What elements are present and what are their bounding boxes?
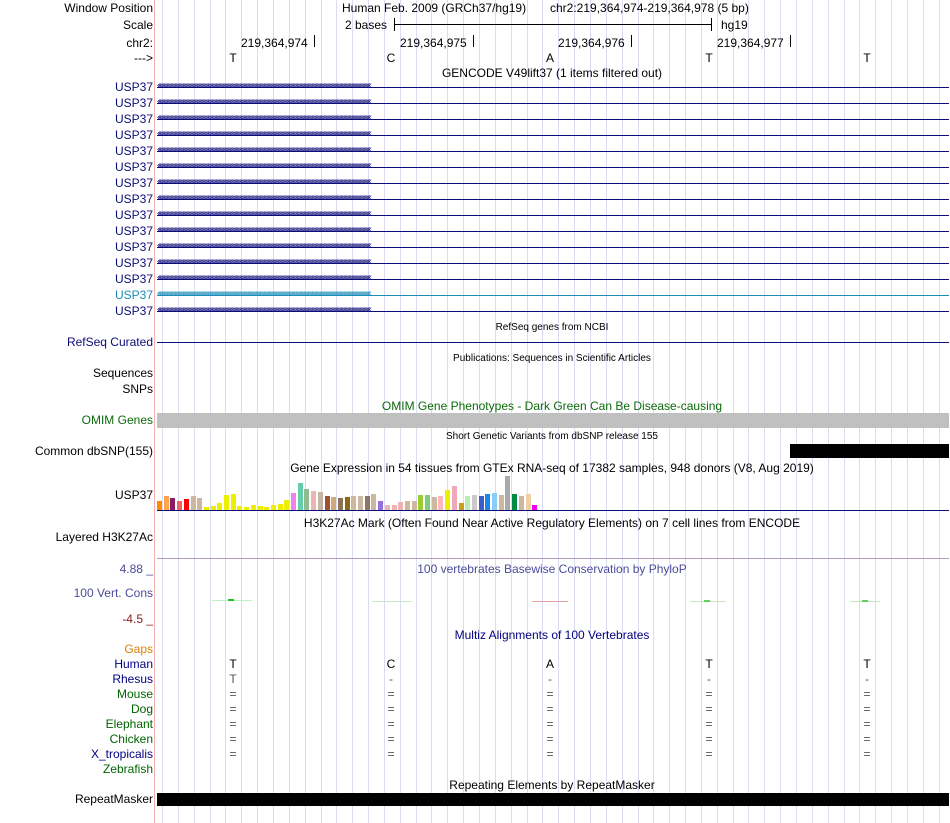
gtex-tissue-bar[interactable]: [318, 492, 323, 510]
alignment-base: =: [705, 717, 713, 731]
gtex-tissue-bar[interactable]: [365, 496, 370, 510]
dbsnp-label[interactable]: Common dbSNP(155): [34, 444, 153, 458]
grid-line: [257, 0, 258, 823]
coord-tick: [790, 35, 791, 47]
alignment-base: =: [546, 702, 554, 716]
gencode-gene-label[interactable]: USP37: [114, 144, 153, 158]
gencode-gene-label[interactable]: USP37: [114, 256, 153, 270]
scale-value: 2 bases: [345, 18, 388, 32]
repeatmasker-block[interactable]: [157, 793, 949, 806]
gtex-tissue-bar[interactable]: [459, 503, 464, 510]
strand-arrows-icon: ‹‹‹‹‹‹‹‹‹‹‹‹‹‹‹‹‹‹‹‹‹‹‹‹‹‹‹‹‹‹‹‹‹‹‹‹‹‹‹‹‹‹‹‹‹‹‹‹‹‹‹‹‹‹‹‹‹‹‹‹‹‹‹‹‹‹‹‹‹‹‹‹‹‹‹‹‹‹‹‹‹‹‹‹‹‹‹‹‹‹‹‹‹‹‹‹‹‹‹‹‹‹‹‹‹‹‹‹‹‹‹‹‹‹‹‹‹‹‹‹‹‹‹‹‹‹‹‹‹‹‹‹‹‹‹‹‹‹‹‹‹‹‹‹‹‹‹‹‹‹‹‹‹‹‹‹‹‹‹‹: [157, 275, 370, 283]
gencode-transcript[interactable]: [157, 307, 949, 315]
multiz-species-label[interactable]: Zebrafish: [102, 762, 153, 776]
strand-arrows-icon: ‹‹‹‹‹‹‹‹‹‹‹‹‹‹‹‹‹‹‹‹‹‹‹‹‹‹‹‹‹‹‹‹‹‹‹‹‹‹‹‹‹‹‹‹‹‹‹‹‹‹‹‹‹‹‹‹‹‹‹‹‹‹‹‹‹‹‹‹‹‹‹‹‹‹‹‹‹‹‹‹‹‹‹‹‹‹‹‹‹‹‹‹‹‹‹‹‹‹‹‹‹‹‹‹‹‹‹‹‹‹‹‹‹‹‹‹‹‹‹‹‹‹‹‹‹‹‹‹‹‹‹‹‹‹‹‹‹‹‹‹‹‹‹‹‹‹‹‹‹‹‹‹‹‹‹‹‹‹‹‹: [157, 291, 370, 299]
coord-tick: [631, 35, 632, 47]
phylop-track-title[interactable]: 100 vertebrates Basewise Conservation by PhyloP: [417, 562, 687, 576]
gencode-transcript[interactable]: [157, 275, 949, 283]
multiz-gaps-label[interactable]: Gaps: [124, 642, 153, 656]
gtex-tissue-bar[interactable]: [418, 495, 423, 510]
gtex-tissue-bar[interactable]: [499, 495, 504, 510]
scale-db: hg19: [721, 18, 748, 32]
gtex-tissue-bar[interactable]: [425, 495, 430, 510]
h3k27ac-label[interactable]: Layered H3K27Ac: [55, 530, 153, 544]
grid-line: [733, 0, 734, 823]
strand-arrows-icon: ‹‹‹‹‹‹‹‹‹‹‹‹‹‹‹‹‹‹‹‹‹‹‹‹‹‹‹‹‹‹‹‹‹‹‹‹‹‹‹‹‹‹‹‹‹‹‹‹‹‹‹‹‹‹‹‹‹‹‹‹‹‹‹‹‹‹‹‹‹‹‹‹‹‹‹‹‹‹‹‹‹‹‹‹‹‹‹‹‹‹‹‹‹‹‹‹‹‹‹‹‹‹‹‹‹‹‹‹‹‹‹‹‹‹‹‹‹‹‹‹‹‹‹‹‹‹‹‹‹‹‹‹‹‹‹‹‹‹‹‹‹‹‹‹‹‹‹‹‹‹‹‹‹‹‹‹‹‹‹‹: [157, 307, 370, 315]
alignment-base: =: [863, 732, 871, 746]
gencode-transcript[interactable]: [157, 195, 949, 203]
strand-arrows-icon: ‹‹‹‹‹‹‹‹‹‹‹‹‹‹‹‹‹‹‹‹‹‹‹‹‹‹‹‹‹‹‹‹‹‹‹‹‹‹‹‹‹‹‹‹‹‹‹‹‹‹‹‹‹‹‹‹‹‹‹‹‹‹‹‹‹‹‹‹‹‹‹‹‹‹‹‹‹‹‹‹‹‹‹‹‹‹‹‹‹‹‹‹‹‹‹‹‹‹‹‹‹‹‹‹‹‹‹‹‹‹‹‹‹‹‹‹‹‹‹‹‹‹‹‹‹‹‹‹‹‹‹‹‹‹‹‹‹‹‹‹‹‹‹‹‹‹‹‹‹‹‹‹‹‹‹‹‹‹‹‹: [157, 243, 370, 251]
alignment-base: =: [546, 732, 554, 746]
dbsnp-variant-block[interactable]: [790, 444, 949, 458]
gtex-tissue-bar[interactable]: [512, 494, 517, 510]
grid-line: [352, 0, 353, 823]
alignment-base: =: [229, 702, 237, 716]
alignment-base: =: [863, 702, 871, 716]
alignment-base: A: [545, 657, 555, 671]
position-readout: chr2:219,364,974-219,364,978 (5 bp): [550, 1, 749, 15]
scale-bar: [394, 24, 712, 25]
gtex-tissue-bar[interactable]: [311, 491, 316, 510]
strand-arrows-icon: ‹‹‹‹‹‹‹‹‹‹‹‹‹‹‹‹‹‹‹‹‹‹‹‹‹‹‹‹‹‹‹‹‹‹‹‹‹‹‹‹‹‹‹‹‹‹‹‹‹‹‹‹‹‹‹‹‹‹‹‹‹‹‹‹‹‹‹‹‹‹‹‹‹‹‹‹‹‹‹‹‹‹‹‹‹‹‹‹‹‹‹‹‹‹‹‹‹‹‹‹‹‹‹‹‹‹‹‹‹‹‹‹‹‹‹‹‹‹‹‹‹‹‹‹‹‹‹‹‹‹‹‹‹‹‹‹‹‹‹‹‹‹‹‹‹‹‹‹‹‹‹‹‹‹‹‹‹‹‹‹: [157, 147, 370, 155]
alignment-base: =: [229, 732, 237, 746]
grid-line: [875, 0, 876, 823]
strand-label: --->: [134, 51, 153, 65]
alignment-base: -: [389, 672, 393, 686]
coord-label: 219,364,977: [717, 36, 784, 50]
gencode-gene-label[interactable]: USP37: [114, 208, 153, 222]
scale-label: Scale: [122, 18, 153, 32]
gencode-gene-label[interactable]: USP37: [114, 160, 153, 174]
strand-arrows-icon: ‹‹‹‹‹‹‹‹‹‹‹‹‹‹‹‹‹‹‹‹‹‹‹‹‹‹‹‹‹‹‹‹‹‹‹‹‹‹‹‹‹‹‹‹‹‹‹‹‹‹‹‹‹‹‹‹‹‹‹‹‹‹‹‹‹‹‹‹‹‹‹‹‹‹‹‹‹‹‹‹‹‹‹‹‹‹‹‹‹‹‹‹‹‹‹‹‹‹‹‹‹‹‹‹‹‹‹‹‹‹‹‹‹‹‹‹‹‹‹‹‹‹‹‹‹‹‹‹‹‹‹‹‹‹‹‹‹‹‹‹‹‹‹‹‹‹‹‹‹‹‹‹‹‹‹‹‹‹‹‹: [157, 163, 370, 171]
gtex-track-title[interactable]: Gene Expression in 54 tissues from GTEx RNA-seq of 17382 samples, 948 donors (V8, Aug 2019): [290, 461, 814, 475]
coord-label: 219,364,976: [558, 36, 625, 50]
publications-snps-label[interactable]: SNPs: [122, 382, 153, 396]
gtex-tissue-bar[interactable]: [291, 493, 296, 510]
refseq-gene-line[interactable]: [157, 342, 949, 343]
alignment-base: =: [387, 687, 395, 701]
phylop-min-label: -4.5 _: [122, 612, 153, 626]
omim-track-title[interactable]: OMIM Gene Phenotypes - Dark Green Can Be Disease-causing: [381, 399, 723, 413]
alignment-base: T: [229, 672, 237, 686]
gtex-tissue-bar[interactable]: [170, 498, 175, 510]
strand-arrows-icon: ‹‹‹‹‹‹‹‹‹‹‹‹‹‹‹‹‹‹‹‹‹‹‹‹‹‹‹‹‹‹‹‹‹‹‹‹‹‹‹‹‹‹‹‹‹‹‹‹‹‹‹‹‹‹‹‹‹‹‹‹‹‹‹‹‹‹‹‹‹‹‹‹‹‹‹‹‹‹‹‹‹‹‹‹‹‹‹‹‹‹‹‹‹‹‹‹‹‹‹‹‹‹‹‹‹‹‹‹‹‹‹‹‹‹‹‹‹‹‹‹‹‹‹‹‹‹‹‹‹‹‹‹‹‹‹‹‹‹‹‹‹‹‹‹‹‹‹‹‹‹‹‹‹‹‹‹‹‹‹‹: [157, 179, 370, 187]
dbsnp-track-title[interactable]: Short Genetic Variants from dbSNP release 155: [446, 431, 658, 442]
track-label-divider: [154, 0, 155, 823]
alignment-base: =: [229, 687, 237, 701]
strand-arrows-icon: ‹‹‹‹‹‹‹‹‹‹‹‹‹‹‹‹‹‹‹‹‹‹‹‹‹‹‹‹‹‹‹‹‹‹‹‹‹‹‹‹‹‹‹‹‹‹‹‹‹‹‹‹‹‹‹‹‹‹‹‹‹‹‹‹‹‹‹‹‹‹‹‹‹‹‹‹‹‹‹‹‹‹‹‹‹‹‹‹‹‹‹‹‹‹‹‹‹‹‹‹‹‹‹‹‹‹‹‹‹‹‹‹‹‹‹‹‹‹‹‹‹‹‹‹‹‹‹‹‹‹‹‹‹‹‹‹‹‹‹‹‹‹‹‹‹‹‹‹‹‹‹‹‹‹‹‹‹‹‹‹: [157, 227, 370, 235]
grid-line: [796, 0, 797, 823]
gtex-tissue-bar[interactable]: [284, 500, 289, 510]
phylop-score: [704, 600, 710, 602]
gtex-tissue-bar[interactable]: [304, 489, 309, 510]
gencode-gene-label[interactable]: USP37: [114, 128, 153, 142]
gencode-transcript[interactable]: [157, 179, 949, 187]
gencode-transcript[interactable]: [157, 83, 949, 91]
base: C: [386, 51, 396, 65]
gtex-tissue-bar[interactable]: [452, 486, 457, 510]
gtex-tissue-bar[interactable]: [358, 496, 363, 510]
publications-sequences-label[interactable]: Sequences: [92, 366, 153, 380]
gtex-tissue-bar[interactable]: [485, 494, 490, 510]
gencode-gene-label[interactable]: USP37: [114, 224, 153, 238]
gtex-tissue-bar[interactable]: [405, 501, 410, 510]
gencode-gene-label[interactable]: USP37: [114, 112, 153, 126]
gtex-gene-label[interactable]: USP37: [114, 488, 153, 502]
gencode-transcript[interactable]: [157, 211, 949, 219]
multiz-species-label[interactable]: Elephant: [105, 717, 153, 731]
grid-line: [939, 0, 940, 823]
strand-arrows-icon: ‹‹‹‹‹‹‹‹‹‹‹‹‹‹‹‹‹‹‹‹‹‹‹‹‹‹‹‹‹‹‹‹‹‹‹‹‹‹‹‹‹‹‹‹‹‹‹‹‹‹‹‹‹‹‹‹‹‹‹‹‹‹‹‹‹‹‹‹‹‹‹‹‹‹‹‹‹‹‹‹‹‹‹‹‹‹‹‹‹‹‹‹‹‹‹‹‹‹‹‹‹‹‹‹‹‹‹‹‹‹‹‹‹‹‹‹‹‹‹‹‹‹‹‹‹‹‹‹‹‹‹‹‹‹‹‹‹‹‹‹‹‹‹‹‹‹‹‹‹‹‹‹‹‹‹‹‹‹‹‹: [157, 211, 370, 219]
alignment-base: T: [705, 657, 713, 671]
gtex-tissue-bar[interactable]: [197, 498, 202, 510]
gencode-gene-label[interactable]: USP37: [114, 240, 153, 254]
gencode-gene-label[interactable]: USP37: [114, 176, 153, 190]
multiz-species-label[interactable]: Chicken: [109, 732, 153, 746]
gtex-tissue-bar[interactable]: [191, 496, 196, 510]
alignment-base: -: [865, 672, 869, 686]
gtex-tissue-bar[interactable]: [231, 494, 236, 510]
h3k27ac-baseline: [157, 558, 949, 559]
gtex-tissue-bar[interactable]: [412, 501, 417, 510]
grid-line: [828, 0, 829, 823]
grid-line: [923, 0, 924, 823]
grid-line: [241, 0, 242, 823]
alignment-base: =: [863, 687, 871, 701]
window-position-label: Window Position: [64, 1, 153, 15]
gtex-bar-chart[interactable]: [157, 476, 557, 510]
alignment-base: =: [863, 717, 871, 731]
strand-arrows-icon: ‹‹‹‹‹‹‹‹‹‹‹‹‹‹‹‹‹‹‹‹‹‹‹‹‹‹‹‹‹‹‹‹‹‹‹‹‹‹‹‹‹‹‹‹‹‹‹‹‹‹‹‹‹‹‹‹‹‹‹‹‹‹‹‹‹‹‹‹‹‹‹‹‹‹‹‹‹‹‹‹‹‹‹‹‹‹‹‹‹‹‹‹‹‹‹‹‹‹‹‹‹‹‹‹‹‹‹‹‹‹‹‹‹‹‹‹‹‹‹‹‹‹‹‹‹‹‹‹‹‹‹‹‹‹‹‹‹‹‹‹‹‹‹‹‹‹‹‹‹‹‹‹‹‹‹‹‹‹‹‹: [157, 115, 370, 123]
grid-line: [891, 0, 892, 823]
gencode-gene-label[interactable]: USP37: [114, 96, 153, 110]
gtex-tissue-bar[interactable]: [479, 496, 484, 510]
gtex-tissue-bar[interactable]: [164, 496, 169, 510]
alignment-base: =: [863, 747, 871, 761]
grid-line: [859, 0, 860, 823]
gencode-transcript[interactable]: [157, 99, 949, 107]
alignment-base: =: [705, 747, 713, 761]
omim-label[interactable]: OMIM Genes: [81, 413, 153, 427]
grid-line: [812, 0, 813, 823]
coord-tick: [473, 35, 474, 47]
alignment-base: =: [387, 747, 395, 761]
gtex-tissue-bar[interactable]: [398, 502, 403, 510]
gencode-gene-label[interactable]: USP37: [114, 304, 153, 318]
h3k27ac-track-title[interactable]: H3K27Ac Mark (Often Found Near Active Regulatory Elements) on 7 cell lines from ENCODE: [303, 516, 801, 530]
gtex-tissue-bar[interactable]: [371, 494, 376, 510]
alignment-base: =: [546, 687, 554, 701]
base: A: [545, 51, 555, 65]
gencode-gene-label[interactable]: USP37: [114, 80, 153, 94]
alignment-base: =: [229, 717, 237, 731]
alignment-base: -: [707, 672, 711, 686]
gtex-tissue-bar[interactable]: [224, 495, 229, 510]
repeatmasker-track-title[interactable]: Repeating Elements by RepeatMasker: [449, 778, 655, 792]
chrom-label: chr2:: [126, 36, 153, 50]
scale-bar-left-tick: [394, 18, 395, 31]
alignment-base: =: [705, 702, 713, 716]
gencode-transcript[interactable]: [157, 163, 949, 171]
scale-bar-right-tick: [711, 18, 712, 31]
grid-line: [305, 0, 306, 823]
grid-line: [289, 0, 290, 823]
repeatmasker-label[interactable]: RepeatMasker: [74, 792, 153, 806]
omim-gene-bar[interactable]: [157, 413, 949, 428]
alignment-base: =: [229, 747, 237, 761]
grid-line: [162, 0, 163, 823]
gtex-tissue-bar[interactable]: [345, 497, 350, 510]
strand-arrows-icon: ‹‹‹‹‹‹‹‹‹‹‹‹‹‹‹‹‹‹‹‹‹‹‹‹‹‹‹‹‹‹‹‹‹‹‹‹‹‹‹‹‹‹‹‹‹‹‹‹‹‹‹‹‹‹‹‹‹‹‹‹‹‹‹‹‹‹‹‹‹‹‹‹‹‹‹‹‹‹‹‹‹‹‹‹‹‹‹‹‹‹‹‹‹‹‹‹‹‹‹‹‹‹‹‹‹‹‹‹‹‹‹‹‹‹‹‹‹‹‹‹‹‹‹‹‹‹‹‹‹‹‹‹‹‹‹‹‹‹‹‹‹‹‹‹‹‹‹‹‹‹‹‹‹‹‹‹‹‹‹‹: [157, 259, 370, 267]
alignment-base: =: [546, 717, 554, 731]
grid-line: [210, 0, 211, 823]
grid-line: [273, 0, 274, 823]
grid-line: [225, 0, 226, 823]
gencode-track-title[interactable]: GENCODE V49lift37 (1 items filtered out): [441, 66, 663, 80]
gencode-gene-label[interactable]: USP37: [114, 272, 153, 286]
gtex-tissue-bar[interactable]: [519, 496, 524, 510]
grid-line: [764, 0, 765, 823]
alignment-base: =: [387, 732, 395, 746]
grid-line: [907, 0, 908, 823]
assembly-name: Human Feb. 2009 (GRCh37/hg19): [342, 1, 527, 15]
gencode-transcript[interactable]: [157, 259, 949, 267]
grid-line: [178, 0, 179, 823]
gtex-tissue-bar[interactable]: [351, 496, 356, 510]
phylop-label[interactable]: 100 Vert. Cons: [73, 586, 153, 600]
multiz-species-label[interactable]: Mouse: [116, 687, 153, 701]
gencode-transcript[interactable]: [157, 115, 949, 123]
base: T: [863, 51, 871, 65]
multiz-species-label[interactable]: Rhesus: [112, 672, 153, 686]
gtex-tissue-bar[interactable]: [177, 501, 182, 510]
refseq-label[interactable]: RefSeq Curated: [66, 335, 153, 349]
gtex-tissue-bar[interactable]: [445, 490, 450, 510]
alignment-base: =: [705, 732, 713, 746]
gtex-tissue-bar[interactable]: [184, 499, 189, 510]
strand-arrows-icon: ‹‹‹‹‹‹‹‹‹‹‹‹‹‹‹‹‹‹‹‹‹‹‹‹‹‹‹‹‹‹‹‹‹‹‹‹‹‹‹‹‹‹‹‹‹‹‹‹‹‹‹‹‹‹‹‹‹‹‹‹‹‹‹‹‹‹‹‹‹‹‹‹‹‹‹‹‹‹‹‹‹‹‹‹‹‹‹‹‹‹‹‹‹‹‹‹‹‹‹‹‹‹‹‹‹‹‹‹‹‹‹‹‹‹‹‹‹‹‹‹‹‹‹‹‹‹‹‹‹‹‹‹‹‹‹‹‹‹‹‹‹‹‹‹‹‹‹‹‹‹‹‹‹‹‹‹‹‹‹‹: [157, 131, 370, 139]
gtex-tissue-bar[interactable]: [505, 476, 510, 510]
strand-arrows-icon: ‹‹‹‹‹‹‹‹‹‹‹‹‹‹‹‹‹‹‹‹‹‹‹‹‹‹‹‹‹‹‹‹‹‹‹‹‹‹‹‹‹‹‹‹‹‹‹‹‹‹‹‹‹‹‹‹‹‹‹‹‹‹‹‹‹‹‹‹‹‹‹‹‹‹‹‹‹‹‹‹‹‹‹‹‹‹‹‹‹‹‹‹‹‹‹‹‹‹‹‹‹‹‹‹‹‹‹‹‹‹‹‹‹‹‹‹‹‹‹‹‹‹‹‹‹‹‹‹‹‹‹‹‹‹‹‹‹‹‹‹‹‹‹‹‹‹‹‹‹‹‹‹‹‹‹‹‹‹‹‹: [157, 83, 370, 91]
gencode-gene-label[interactable]: USP37: [114, 192, 153, 206]
publications-track-title[interactable]: Publications: Sequences in Scientific Articles: [453, 353, 651, 364]
gtex-tissue-bar[interactable]: [298, 483, 303, 510]
base: T: [229, 51, 237, 65]
gtex-baseline: [157, 510, 949, 511]
alignment-base: C: [386, 657, 396, 671]
gtex-tissue-bar[interactable]: [325, 496, 330, 510]
gencode-transcript[interactable]: [157, 227, 949, 235]
coord-tick: [314, 35, 315, 47]
gencode-transcript[interactable]: [157, 243, 949, 251]
coord-label: 219,364,975: [400, 36, 467, 50]
gtex-tissue-bar[interactable]: [378, 501, 383, 510]
gencode-gene-label[interactable]: USP37: [114, 288, 153, 302]
coord-label: 219,364,974: [241, 36, 308, 50]
base: T: [705, 51, 713, 65]
multiz-species-label[interactable]: X_tropicalis: [90, 747, 153, 761]
phylop-score: [532, 601, 568, 602]
gtex-tissue-bar[interactable]: [338, 498, 343, 510]
gtex-tissue-bar[interactable]: [465, 496, 470, 510]
phylop-score: [228, 599, 234, 601]
gtex-tissue-bar[interactable]: [472, 495, 477, 510]
alignment-base: =: [387, 702, 395, 716]
phylop-score: [862, 600, 868, 602]
alignment-base: =: [387, 717, 395, 731]
alignment-base: T: [229, 657, 237, 671]
multiz-species-label[interactable]: Dog: [130, 702, 153, 716]
grid-line: [368, 0, 369, 823]
multiz-track-title[interactable]: Multiz Alignments of 100 Vertebrates: [454, 628, 650, 642]
gencode-transcript[interactable]: [157, 147, 949, 155]
multiz-species-label[interactable]: Human: [114, 657, 153, 671]
phylop-max-label: 4.88 _: [119, 562, 153, 576]
phylop-score: [372, 601, 412, 602]
strand-arrows-icon: ‹‹‹‹‹‹‹‹‹‹‹‹‹‹‹‹‹‹‹‹‹‹‹‹‹‹‹‹‹‹‹‹‹‹‹‹‹‹‹‹‹‹‹‹‹‹‹‹‹‹‹‹‹‹‹‹‹‹‹‹‹‹‹‹‹‹‹‹‹‹‹‹‹‹‹‹‹‹‹‹‹‹‹‹‹‹‹‹‹‹‹‹‹‹‹‹‹‹‹‹‹‹‹‹‹‹‹‹‹‹‹‹‹‹‹‹‹‹‹‹‹‹‹‹‹‹‹‹‹‹‹‹‹‹‹‹‹‹‹‹‹‹‹‹‹‹‹‹‹‹‹‹‹‹‹‹‹‹‹‹: [157, 99, 370, 107]
alignment-base: =: [705, 687, 713, 701]
grid-line: [194, 0, 195, 823]
gencode-transcript[interactable]: [157, 131, 949, 139]
strand-arrows-icon: ‹‹‹‹‹‹‹‹‹‹‹‹‹‹‹‹‹‹‹‹‹‹‹‹‹‹‹‹‹‹‹‹‹‹‹‹‹‹‹‹‹‹‹‹‹‹‹‹‹‹‹‹‹‹‹‹‹‹‹‹‹‹‹‹‹‹‹‹‹‹‹‹‹‹‹‹‹‹‹‹‹‹‹‹‹‹‹‹‹‹‹‹‹‹‹‹‹‹‹‹‹‹‹‹‹‹‹‹‹‹‹‹‹‹‹‹‹‹‹‹‹‹‹‹‹‹‹‹‹‹‹‹‹‹‹‹‹‹‹‹‹‹‹‹‹‹‹‹‹‹‹‹‹‹‹‹‹‹‹‹: [157, 195, 370, 203]
gtex-tissue-bar[interactable]: [492, 493, 497, 510]
refseq-track-title[interactable]: RefSeq genes from NCBI: [495, 322, 609, 333]
gtex-tissue-bar[interactable]: [438, 496, 443, 510]
alignment-base: -: [548, 672, 552, 686]
gencode-transcript[interactable]: [157, 291, 949, 299]
gtex-tissue-bar[interactable]: [331, 497, 336, 510]
grid-line: [780, 0, 781, 823]
gtex-tissue-bar[interactable]: [217, 503, 222, 510]
grid-line: [336, 0, 337, 823]
grid-line: [748, 0, 749, 823]
alignment-base: T: [863, 657, 871, 671]
grid-line: [844, 0, 845, 823]
gtex-tissue-bar[interactable]: [157, 501, 162, 510]
gtex-tissue-bar[interactable]: [526, 494, 531, 510]
grid-line: [321, 0, 322, 823]
gtex-tissue-bar[interactable]: [432, 497, 437, 510]
alignment-base: =: [546, 747, 554, 761]
